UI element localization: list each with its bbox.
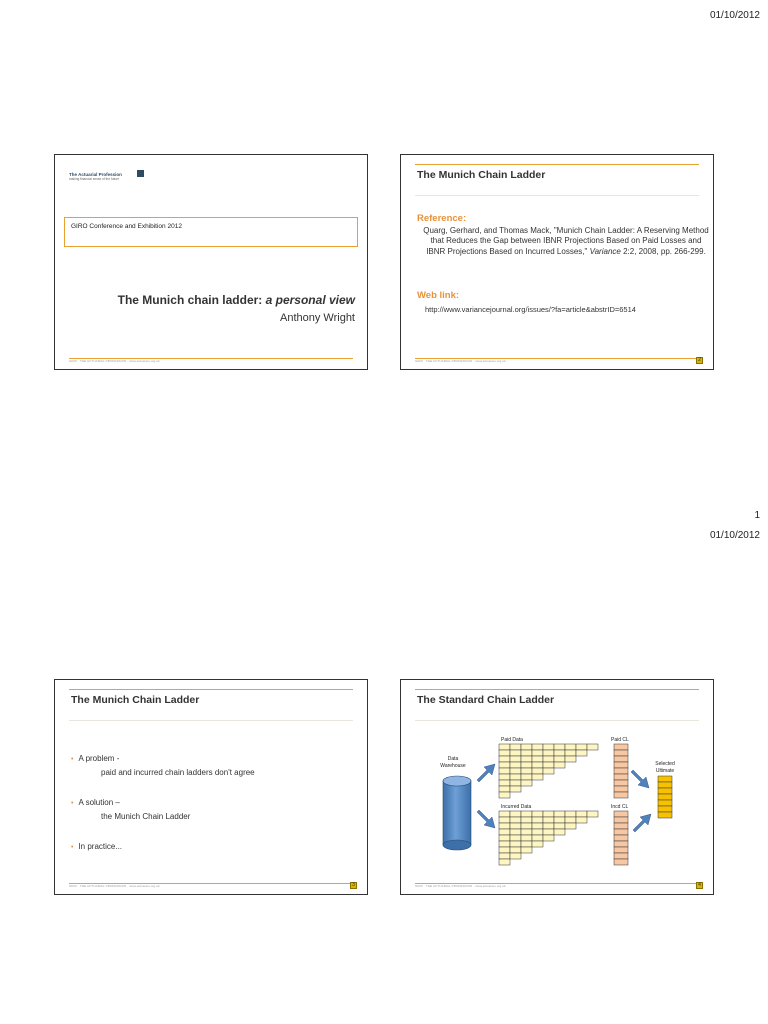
triangle-cell	[521, 829, 532, 835]
triangle-cell	[510, 774, 521, 780]
triangle-cell	[510, 841, 521, 847]
slide-title-slide	[54, 154, 368, 370]
triangle-cell	[499, 762, 510, 768]
triangle-cell	[543, 835, 554, 841]
title-main: The Munich chain ladder:	[117, 293, 266, 307]
paid-cl-column	[614, 744, 628, 798]
triangle-cell	[499, 768, 510, 774]
triangle-cell	[510, 762, 521, 768]
label-selected-line1: Selected	[655, 761, 675, 767]
triangle-cell	[532, 817, 543, 823]
triangle-cell	[521, 817, 532, 823]
triangle-cell	[565, 756, 576, 762]
triangle-cell	[521, 823, 532, 829]
triangle-cell	[521, 762, 532, 768]
selected-ultimate-cell	[658, 794, 672, 800]
triangle-cell	[521, 774, 532, 780]
incurred-data-triangle	[499, 811, 598, 865]
paid-cl-cell	[614, 762, 628, 768]
slide-footer: GIRO · THE ACTUARIAL PROFESSION · www.actuaries.org.uk	[415, 884, 506, 888]
triangle-cell	[532, 829, 543, 835]
triangle-cell	[587, 744, 598, 750]
selected-ultimate-cell	[658, 776, 672, 782]
triangle-cell	[565, 750, 576, 756]
triangle-cell	[554, 829, 565, 835]
paid-cl-cell	[614, 768, 628, 774]
page-number: 1	[754, 510, 760, 521]
header-divider	[69, 720, 353, 721]
triangle-cell	[565, 811, 576, 817]
triangle-cell	[532, 744, 543, 750]
triangle-cell	[532, 811, 543, 817]
triangle-cell	[576, 811, 587, 817]
incd-cl-cell	[614, 835, 628, 841]
paid-cl-cell	[614, 774, 628, 780]
author: Anthony Wright	[279, 312, 355, 324]
reference-text: Quarg, Gerhard, and Thomas Mack, "Munich Chain Ladder: A Reserving Method that Reduces the Gap between IBNR Projections Based on Paid Losses and IBNR Projections Based on Incurred Losses," Variance 2:2, 2008, pp. 266-299.	[423, 226, 709, 256]
triangle-cell	[499, 744, 510, 750]
reference-heading: Reference:	[417, 213, 467, 224]
slide-footer: GIRO · THE ACTUARIAL PROFESSION · www.actuaries.org.uk	[69, 359, 160, 363]
arrow-to-paid-icon	[477, 764, 495, 782]
logo-title: The Actuarial Profession	[69, 172, 122, 177]
incd-cl-cell	[614, 859, 628, 865]
triangle-cell	[521, 835, 532, 841]
selected-ultimate-column	[658, 776, 672, 818]
triangle-cell	[521, 780, 532, 786]
incd-cl-cell	[614, 829, 628, 835]
triangle-cell	[532, 835, 543, 841]
triangle-cell	[576, 744, 587, 750]
triangle-cell	[554, 756, 565, 762]
triangle-cell	[576, 750, 587, 756]
label-data-warehouse-line1: Data	[447, 756, 459, 762]
triangle-cell	[499, 811, 510, 817]
incd-cl-cell	[614, 811, 628, 817]
triangle-cell	[521, 756, 532, 762]
label-paid-cl: Paid CL	[611, 737, 629, 743]
triangle-cell	[532, 750, 543, 756]
triangle-cell	[510, 768, 521, 774]
triangle-cell	[510, 750, 521, 756]
arrow-incd-to-selected-icon	[633, 814, 651, 832]
paid-cl-cell	[614, 780, 628, 786]
paid-cl-cell	[614, 792, 628, 798]
label-incd-cl: Incd CL	[611, 804, 629, 810]
triangle-cell	[576, 817, 587, 823]
triangle-cell	[543, 762, 554, 768]
header-divider	[415, 720, 699, 721]
incd-cl-cell	[614, 847, 628, 853]
triangle-cell	[543, 756, 554, 762]
triangle-cell	[510, 744, 521, 750]
triangle-cell	[554, 823, 565, 829]
triangle-cell	[510, 853, 521, 859]
bullet-item: • In practice...	[71, 842, 123, 851]
triangle-cell	[510, 756, 521, 762]
incd-cl-column	[614, 811, 628, 865]
triangle-cell	[499, 780, 510, 786]
triangle-cell	[543, 817, 554, 823]
slide-footer: GIRO · THE ACTUARIAL PROFESSION · www.actuaries.org.uk	[69, 884, 160, 888]
selected-ultimate-cell	[658, 812, 672, 818]
triangle-cell	[499, 841, 510, 847]
bullet-item: • A solution –	[71, 798, 120, 807]
slide-number-badge: 2	[696, 357, 703, 364]
triangle-cell	[521, 811, 532, 817]
triangle-cell	[510, 847, 521, 853]
triangle-cell	[554, 762, 565, 768]
slide-problem	[54, 679, 368, 895]
label-selected-line2: Ultimate	[655, 768, 675, 774]
arrow-to-incurred-icon	[477, 810, 495, 828]
triangle-cell	[565, 744, 576, 750]
triangle-cell	[510, 829, 521, 835]
weblink-url[interactable]: http://www.variancejournal.org/issues/?fa=article&abstrID=6514	[425, 305, 636, 314]
bullet-icon: •	[71, 844, 74, 851]
header-rule	[415, 164, 699, 165]
selected-ultimate-cell	[658, 782, 672, 788]
triangle-cell	[543, 811, 554, 817]
triangle-cell	[532, 768, 543, 774]
triangle-cell	[499, 823, 510, 829]
slide-heading: The Standard Chain Ladder	[417, 694, 555, 706]
triangle-cell	[565, 817, 576, 823]
header-rule	[69, 689, 353, 690]
slide-number-badge: 4	[696, 882, 703, 889]
triangle-cell	[510, 817, 521, 823]
weblink-heading: Web link:	[417, 290, 460, 301]
triangle-cell	[499, 835, 510, 841]
triangle-cell	[543, 768, 554, 774]
triangle-cell	[532, 762, 543, 768]
paid-cl-cell	[614, 744, 628, 750]
logo	[69, 172, 122, 181]
incd-cl-cell	[614, 817, 628, 823]
page-date: 01/10/2012	[709, 10, 760, 21]
presentation-title	[118, 293, 355, 307]
triangle-cell	[510, 823, 521, 829]
triangle-cell	[543, 750, 554, 756]
logo-tagline: making financial sense of the future	[69, 177, 120, 181]
bullet-icon: •	[71, 756, 74, 763]
triangle-cell	[510, 780, 521, 786]
triangle-cell	[499, 786, 510, 792]
triangle-cell	[565, 823, 576, 829]
triangle-cell	[543, 829, 554, 835]
header-rule	[415, 689, 699, 690]
selected-ultimate-cell	[658, 800, 672, 806]
triangle-cell	[510, 811, 521, 817]
triangle-cell	[510, 786, 521, 792]
header-divider	[415, 195, 699, 196]
slide-heading: The Munich Chain Ladder	[71, 694, 200, 706]
bullet-subtext: paid and incurred chain ladders don't agree	[101, 768, 255, 777]
label-incurred-data: Incurred Data	[501, 804, 532, 810]
slide-heading: The Munich Chain Ladder	[417, 169, 546, 181]
triangle-cell	[532, 774, 543, 780]
database-icon	[443, 776, 471, 850]
paid-cl-cell	[614, 756, 628, 762]
triangle-cell	[499, 817, 510, 823]
slide-reference	[400, 154, 714, 370]
selected-ultimate-cell	[658, 788, 672, 794]
triangle-cell	[532, 841, 543, 847]
triangle-cell	[554, 744, 565, 750]
paid-cl-cell	[614, 750, 628, 756]
page-date: 01/10/2012	[709, 530, 760, 541]
event-box	[64, 217, 358, 247]
triangle-cell	[554, 811, 565, 817]
slide-standard-chain-ladder	[400, 679, 714, 895]
triangle-cell	[554, 817, 565, 823]
triangle-cell	[499, 792, 510, 798]
triangle-cell	[521, 768, 532, 774]
triangle-cell	[543, 744, 554, 750]
triangle-cell	[521, 841, 532, 847]
event-name: GIRO Conference and Exhibition 2012	[71, 223, 182, 230]
triangle-cell	[532, 756, 543, 762]
triangle-cell	[521, 744, 532, 750]
incd-cl-cell	[614, 853, 628, 859]
triangle-cell	[499, 774, 510, 780]
label-data-warehouse-line2: Warehouse	[440, 763, 466, 769]
incd-cl-cell	[614, 841, 628, 847]
triangle-cell	[532, 823, 543, 829]
paid-data-triangle	[499, 744, 598, 798]
triangle-cell	[499, 859, 510, 865]
triangle-cell	[543, 823, 554, 829]
triangle-cell	[499, 853, 510, 859]
slide-number-badge: 3	[350, 882, 357, 889]
triangle-cell	[499, 756, 510, 762]
title-italic: a personal view	[265, 293, 355, 307]
paid-cl-cell	[614, 786, 628, 792]
triangle-cell	[521, 750, 532, 756]
selected-ultimate-cell	[658, 806, 672, 812]
triangle-cell	[510, 835, 521, 841]
slide-footer: GIRO · THE ACTUARIAL PROFESSION · www.actuaries.org.uk	[415, 359, 506, 363]
triangle-cell	[521, 847, 532, 853]
logo-square-icon	[137, 170, 144, 177]
arrow-paid-to-selected-icon	[631, 770, 649, 788]
bullet-subtext: the Munich Chain Ladder	[101, 812, 191, 821]
triangle-cell	[499, 750, 510, 756]
triangle-cell	[499, 847, 510, 853]
triangle-cell	[554, 750, 565, 756]
chain-ladder-diagram	[401, 730, 715, 890]
incd-cl-cell	[614, 823, 628, 829]
triangle-cell	[587, 811, 598, 817]
triangle-cell	[499, 829, 510, 835]
label-paid-data: Paid Data	[501, 737, 523, 743]
bullet-icon: •	[71, 800, 74, 807]
bullet-item: • A problem -	[71, 754, 120, 763]
